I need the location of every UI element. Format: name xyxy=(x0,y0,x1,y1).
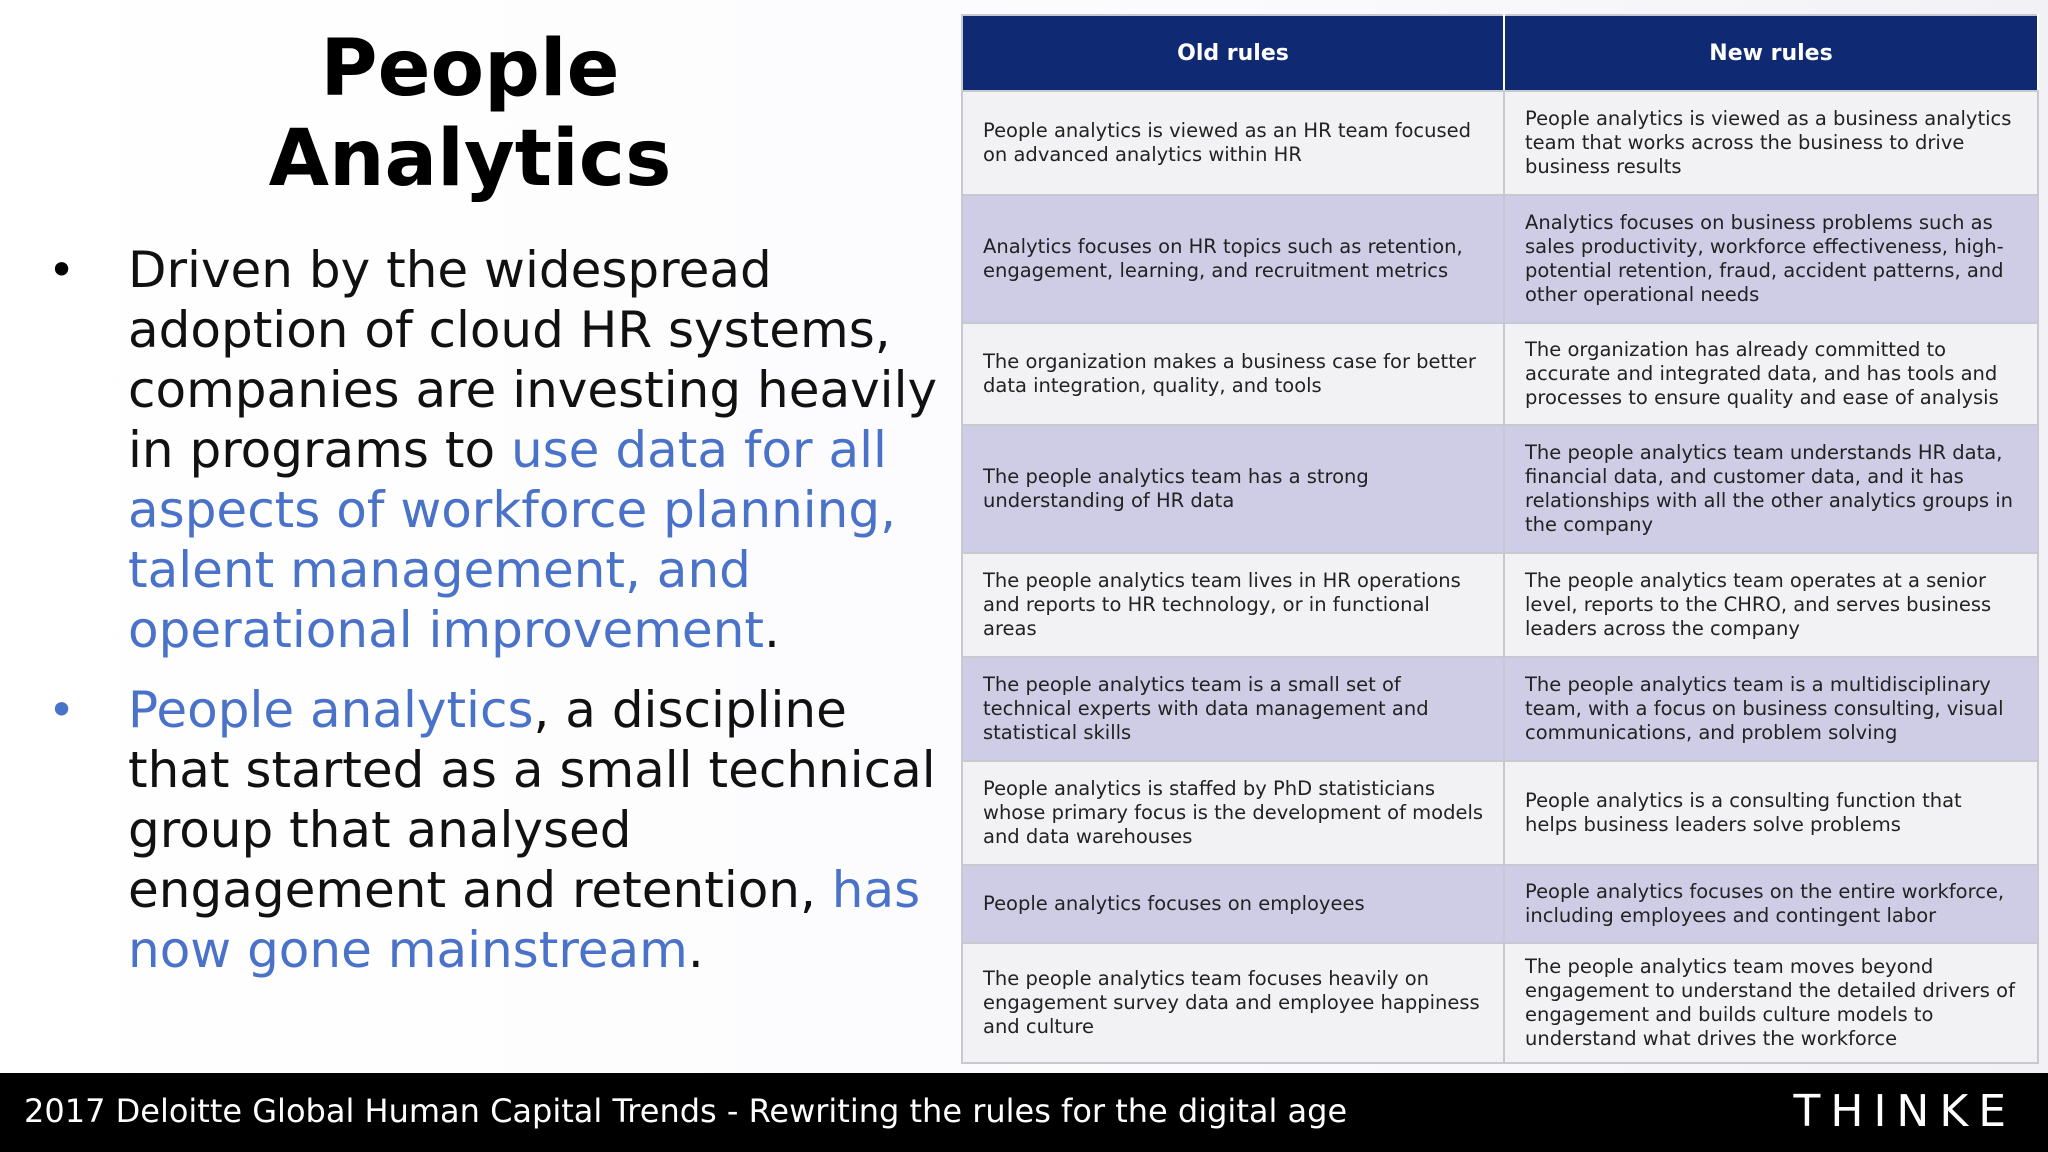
new-rule-cell: The organization has already committed to accurate and integrated data, and has tools and processes to ensure quality and ease of analysis xyxy=(1504,323,2038,425)
bullet-text-highlight: has now gone mainstream xyxy=(128,861,921,979)
old-rule-cell: The people analytics team focuses heavily on engagement survey data and employee happiness and culture xyxy=(962,943,1504,1063)
footer-bar xyxy=(0,1073,2048,1152)
bullet-text-highlight: People analytics xyxy=(128,681,534,739)
bullet-text-segment: , a discipline that started as a small technical group that analysed engagement and retention, xyxy=(128,681,936,919)
bullet-item-2 xyxy=(40,680,940,980)
bullet-text-segment: . xyxy=(687,921,704,979)
old-rule-cell: The people analytics team has a strong understanding of HR data xyxy=(962,425,1504,553)
old-rule-cell: The people analytics team lives in HR operations and reports to HR technology, or in functional areas xyxy=(962,553,1504,657)
table-row xyxy=(962,91,2038,195)
table-row xyxy=(962,195,2038,323)
bullet-text-segment: Driven by the widespread adoption of cloud HR systems, companies are investing heavily in programs to xyxy=(128,241,938,479)
table-row xyxy=(962,657,2038,761)
old-rule-cell: People analytics is viewed as an HR team focused on advanced analytics within HR xyxy=(962,91,1504,195)
new-rule-cell: The people analytics team moves beyond engagement to understand the detailed drivers of engagement and builds culture models to understand what drives the workforce xyxy=(1504,943,2038,1063)
new-rule-cell: People analytics focuses on the entire workforce, including employees and contingent labor xyxy=(1504,865,2038,943)
rules-table xyxy=(961,14,2039,1064)
brand-logo: THINKE xyxy=(1793,1086,2016,1137)
new-rule-cell: People analytics is viewed as a business analytics team that works across the business to drive business results xyxy=(1504,91,2038,195)
new-rule-cell: The people analytics team is a multidisciplinary team, with a focus on business consulting, visual communications, and problem solving xyxy=(1504,657,2038,761)
new-rule-cell: The people analytics team understands HR data, financial data, and customer data, and it has relationships with all the other analytics groups in the company xyxy=(1504,425,2038,553)
table-row xyxy=(962,553,2038,657)
new-rule-cell: People analytics is a consulting function that helps business leaders solve problems xyxy=(1504,761,2038,865)
page-title: People Analytics xyxy=(268,24,672,204)
bullet-text-segment: . xyxy=(764,601,780,659)
table-header-row xyxy=(962,15,2038,91)
old-rule-cell: The organization makes a business case for better data integration, quality, and tools xyxy=(962,323,1504,425)
old-rule-cell: Analytics focuses on HR topics such as retention, engagement, learning, and recruitment metrics xyxy=(962,195,1504,323)
table-row xyxy=(962,761,2038,865)
footer-caption: 2017 Deloitte Global Human Capital Trends - Rewriting the rules for the digital age xyxy=(24,1092,1348,1130)
old-rule-cell: The people analytics team is a small set of technical experts with data management and statistical skills xyxy=(962,657,1504,761)
old-rule-cell: People analytics is staffed by PhD statisticians whose primary focus is the development of models and data warehouses xyxy=(962,761,1504,865)
header-old-rules: Old rules xyxy=(962,15,1504,91)
bullet-dot-icon: • xyxy=(48,243,76,297)
bullet-item-1 xyxy=(40,240,940,660)
bullet-list xyxy=(40,240,940,980)
table-row xyxy=(962,943,2038,1063)
table-row xyxy=(962,865,2038,943)
table-row xyxy=(962,425,2038,553)
old-rule-cell: People analytics focuses on employees xyxy=(962,865,1504,943)
table-row xyxy=(962,323,2038,425)
new-rule-cell: The people analytics team operates at a senior level, reports to the CHRO, and serves business leaders across the company xyxy=(1504,553,2038,657)
header-new-rules: New rules xyxy=(1504,15,2038,91)
bullet-text-highlight: use data for all aspects of workforce planning, talent management, and operational improvement xyxy=(128,421,896,659)
bullet-dot-icon: • xyxy=(48,683,76,737)
new-rule-cell: Analytics focuses on business problems such as sales productivity, workforce effectiveness, high-potential retention, fraud, accident patterns, and other operational needs xyxy=(1504,195,2038,323)
